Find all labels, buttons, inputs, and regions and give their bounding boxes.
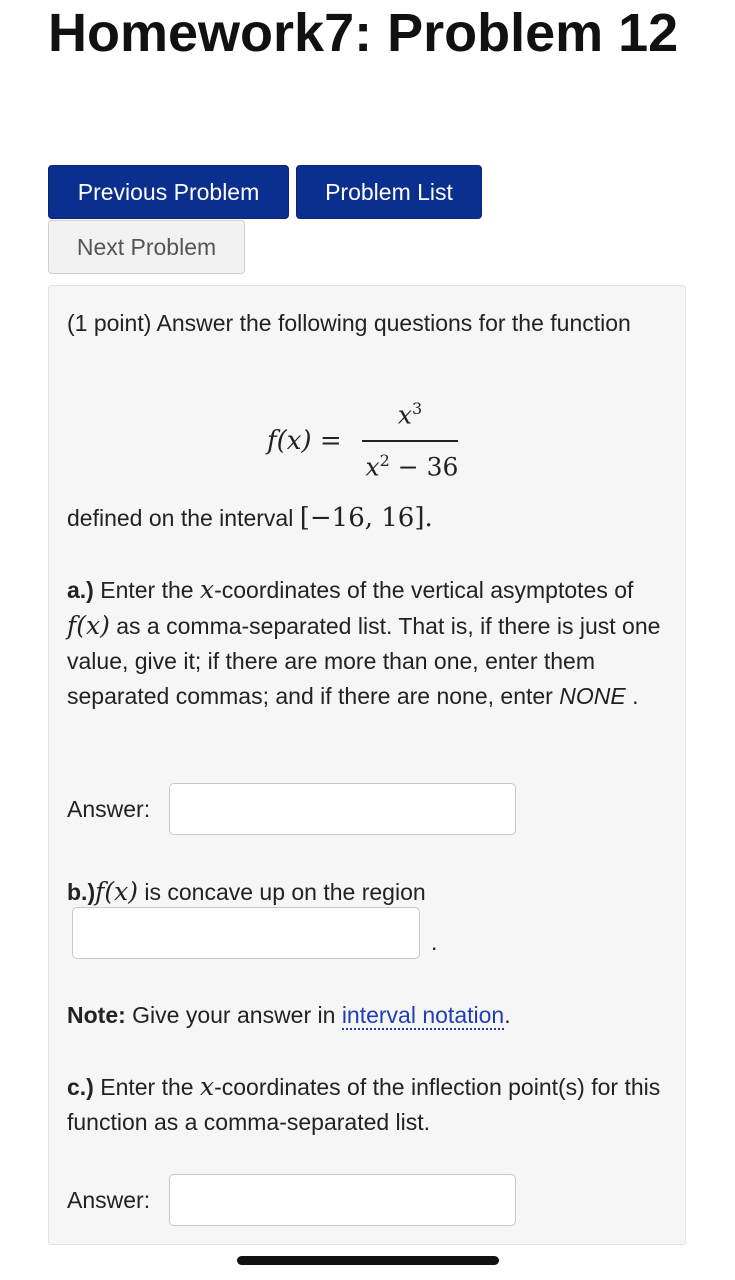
problem-panel: [48, 285, 686, 1245]
interval-notation-link[interactable]: interval notation: [341, 1002, 505, 1028]
answer-b-input[interactable]: [72, 907, 420, 959]
formula-lhs: f(x) =: [267, 426, 342, 456]
part-b-question: b.)f(x) is concave up on the region: [67, 877, 426, 906]
formula-numerator: $x^3$: [397, 399, 423, 430]
interval-value: [−16, 16].: [299, 503, 433, 533]
function-formula: [267, 394, 527, 484]
part-c-question: c.) Enter the x-coordinates of the inflection point(s) for this function as a comma-separated list.: [67, 1072, 661, 1135]
previous-problem-button[interactable]: Previous Problem: [48, 165, 289, 219]
problem-intro: (1 point) Answer the following questions for the function: [67, 310, 631, 336]
answer-c-label: Answer:: [67, 1187, 151, 1213]
note: Note: Give your answer in interval notation.: [67, 1002, 511, 1028]
interval-sentence: defined on the interval [−16, 16].: [67, 503, 433, 533]
formula-denominator: $x^2 - 36$: [365, 451, 459, 482]
answer-c-input[interactable]: [169, 1174, 516, 1226]
part-a-question: a.) Enter the x-coordinates of the vertical asymptotes of f(x) as a comma-separated list. That is, if there is just one value, give it; if there are more than one, enter them separated commas; and if there are none, enter NONE .: [67, 575, 661, 709]
next-problem-button[interactable]: Next Problem: [48, 220, 245, 274]
answer-b-period: .: [431, 929, 438, 955]
fraction-bar: [362, 440, 458, 442]
page-title: Homework7: Problem 12: [48, 3, 679, 63]
home-indicator[interactable]: [237, 1256, 499, 1265]
answer-a-label: Answer:: [67, 796, 151, 822]
problem-list-button[interactable]: Problem List: [296, 165, 482, 219]
answer-a-input[interactable]: [169, 783, 516, 835]
